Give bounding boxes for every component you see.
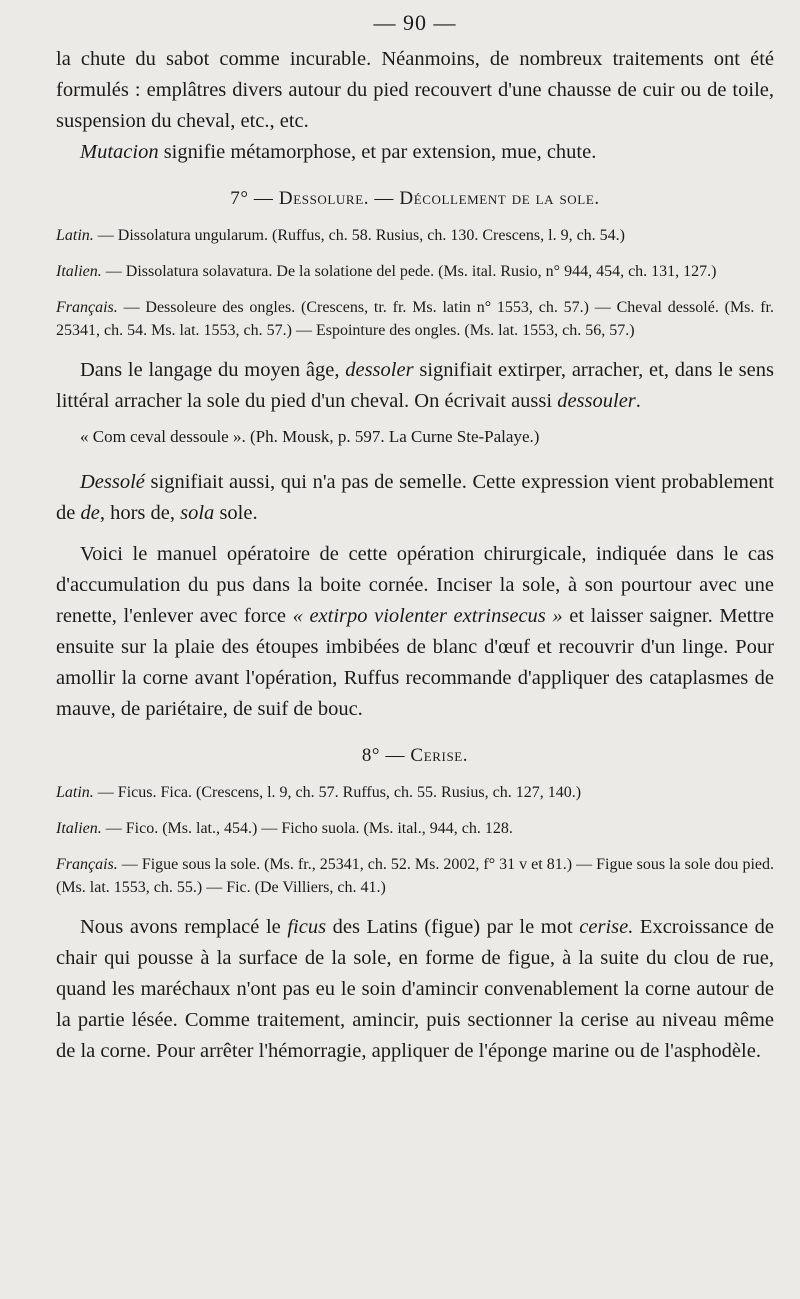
latin-text: — Ficus. Fica. (Crescens, l. 9, ch. 57. Ruffus, ch. 55. Rusius, ch. 127, 140.) (93, 784, 582, 801)
text-run: signifiait aussi, qui n'a pas de semelle. Cette expression vient probablement de (56, 471, 774, 524)
mutacion-term: Mutacion (80, 141, 159, 163)
term-dessoler: dessoler (345, 359, 414, 381)
mutacion-paragraph (56, 137, 774, 168)
text-run: signifiait extirper, arracher, et, dans le sens littéral arracher la sole du pied d'un cheval. On écrivait aussi (56, 359, 774, 412)
text-run: . (635, 390, 641, 412)
latin-label: Latin. (56, 784, 94, 801)
intro-paragraph: la chute du sabot comme incurable. Néanmoins, de nombreux traitements ont été formulés : emplâtres divers autour du pied recouvert d'une chausse de cuir ou de toile, suspension du cheval, etc., etc. (56, 48, 774, 132)
francais-label: Français. (56, 299, 118, 316)
text-run: Dans le langage du moyen âge, (80, 359, 346, 381)
term-dessouler: dessouler (557, 390, 636, 412)
italien-label: Italien. (56, 263, 102, 280)
italien-text: — Dissolatura solavatura. De la solatione del pede. (Ms. ital. Rusio, n° 944, 454, ch. 131, 127.) (101, 263, 717, 280)
text-run: des Latins (figue) par le mot (326, 916, 580, 938)
term-dessole: Dessolé (80, 471, 145, 493)
latin-text: — Dissolatura ungularum. (Ruffus, ch. 58. Rusius, ch. 130. Crescens, l. 9, ch. 54.) (93, 227, 625, 244)
latin-label: Latin. (56, 227, 94, 244)
section-7-latin (56, 224, 774, 247)
text-run: sole. (214, 502, 258, 524)
page-number: — 90 — (373, 10, 457, 35)
term-ficus: ficus (287, 916, 327, 938)
term-sola: sola (180, 502, 215, 524)
italien-label: Italien. (56, 820, 102, 837)
section-7-francais (56, 296, 774, 342)
section-7-paragraph-2 (56, 467, 774, 529)
text-run: Voici le manuel opératoire de cette opération chirurgicale, indiquée dans le cas d'accumulation du pus dans la boite cornée. Inciser la sole, à son pourtour avec une renette, l'enlever avec force (56, 543, 774, 627)
mutacion-text: signifie métamorphose, et par extension, mue, chute. (158, 141, 597, 163)
section-7-italien (56, 260, 774, 283)
francais-text: — Figue sous la sole. (Ms. fr., 25341, ch. 52. Ms. 2002, f° 31 v et 81.) — Figue sous la sole dou pied. (Ms. lat. 1553, ch. 55.) — Fic. (De Villiers, ch. 41.) (56, 856, 774, 896)
text-run: et laisser saigner. Mettre ensuite sur la plaie des étoupes imbibées de blanc d'œuf et recouvrir d'un linge. Pour amollir la corne avant l'opération, Ruffus recommande d'appliquer des cataplasmes de mauve, de pariétaire, de suif de bouc. (56, 605, 774, 720)
section-8-paragraph-1 (56, 912, 774, 1067)
text-run: , hors de, (99, 502, 181, 524)
section-8-francais (56, 853, 774, 899)
section-8-italien (56, 817, 774, 840)
section-7-paragraph-3 (56, 539, 774, 725)
section-8-title: 8° — Cerise. (361, 745, 469, 766)
francais-label: Français. (56, 856, 118, 873)
francais-text: — Dessoleure des ongles. (Crescens, tr. fr. Ms. latin n° 1553, ch. 57.) — Cheval dessolé. (Ms. fr. 25341, ch. 54. Ms. lat. 1553, ch. 57.) — Espointure des ongles. (Ms. lat. 1553, ch. 56, 57.) (56, 299, 774, 339)
latin-quote: « extirpo violenter extrinsecus » (292, 605, 563, 627)
section-8-latin (56, 781, 774, 804)
italien-text: — Fico. (Ms. lat., 454.) — Ficho suola. (Ms. ital., 944, ch. 128. (101, 820, 513, 837)
section-7-title: 7° — Dessolure. — Décollement de la sole. (230, 188, 600, 209)
text-run: Nous avons remplacé le (80, 916, 288, 938)
term-de: de (80, 502, 100, 524)
section-7-quote: « Com ceval dessoule ». (Ph. Mousk, p. 597. La Curne Ste-Palaye.) (80, 427, 540, 446)
text-run: Excroissance de chair qui pousse à la surface de la sole, en forme de figue, à la suite du clou de rue, quand les maréchaux n'ont pas eu le soin d'amincir convenablement la corne autour de la partie lésée. Comme traitement, amincir, puis sectionner la cerise au niveau même de la corne. Pour arrêter l'hémorragie, appliquer de l'éponge marine ou de l'asphodèle. (56, 916, 775, 1062)
section-7-paragraph-1 (56, 355, 774, 417)
term-cerise: cerise. (579, 916, 634, 938)
